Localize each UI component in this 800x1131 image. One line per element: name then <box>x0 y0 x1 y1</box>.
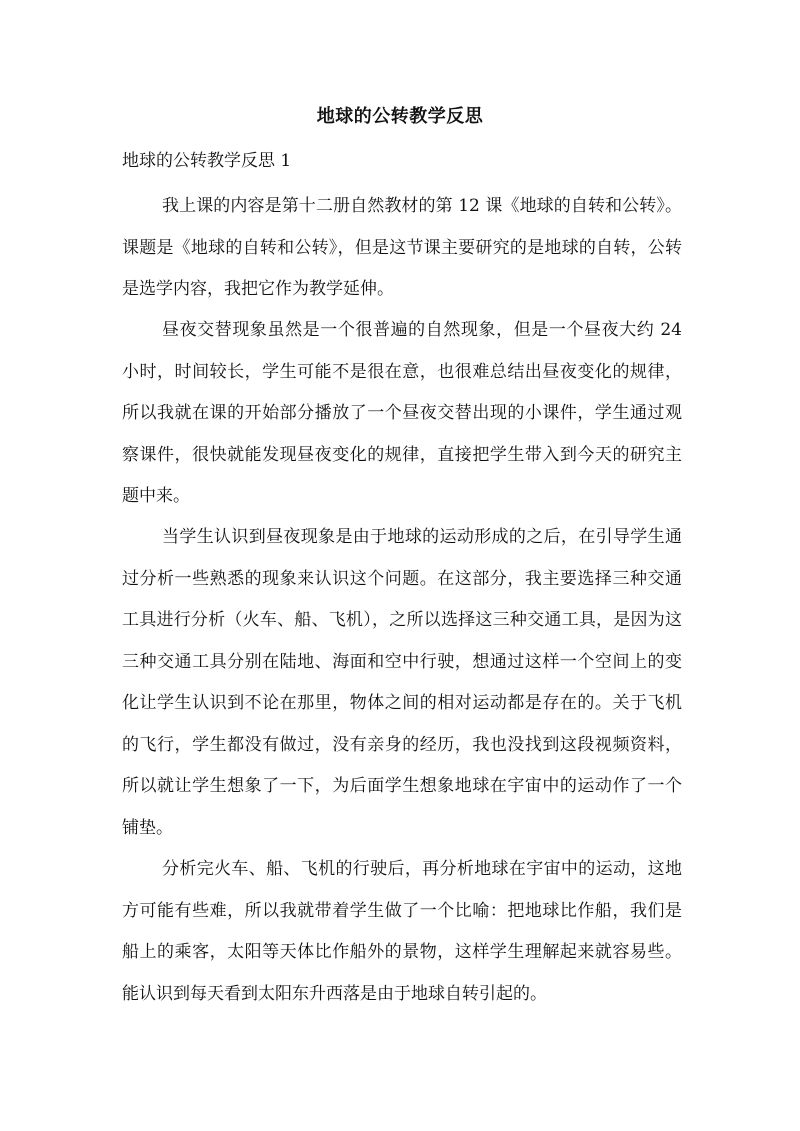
paragraph-4: 分析完火车、船、飞机的行驶后，再分析地球在宇宙中的运动，这地方可能有些难，所以我就带着学生做了一个比喻：把地球比作船，我们是船上的乘客，太阳等天体比作船外的景物，这样学生理解起来就容易些。能认识到每天看到太阳东升西落是由于地球自转引起的。 <box>122 859 682 1004</box>
document-title: 地球的公转教学反思 <box>316 106 484 127</box>
paragraph-3: 当学生认识到昼夜现象是由于地球的运动形成的之后，在引导学生通过分析一些熟悉的现象来认识这个问题。在这部分，我主要选择三种交通工具进行分析（火车、船、飞机），之所以选择这三种交通工具，是因为这三种交通工具分别在陆地、海面和空中行驶，想通过这样一个空间上的变化让学生认识到不论在那里，物体之间的相对运动都是存在的。关于飞机的飞行，学生都没有做过，没有亲身的经历，我也没找到这段视频资料，所以就让学生想象了一下，为后面学生想象地球在宇宙中的运动作了一个铺垫。 <box>122 527 682 838</box>
section-heading: 地球的公转教学反思 1 <box>122 151 292 171</box>
paragraph-1: 我上课的内容是第十二册自然教材的第 12 课《地球的自转和公转》。课题是《地球的自转和公转》，但是这节课主要研究的是地球的自转，公转是选学内容，我把它作为教学延伸。 <box>122 196 682 299</box>
paragraph-2: 昼夜交替现象虽然是一个很普遍的自然现象，但是一个昼夜大约 24 小时，时间较长，学生可能不是很在意，也很难总结出昼夜变化的规律，所以我就在课的开始部分播放了一个昼夜交替出现的小课件，学生通过观察课件，很快就能发现昼夜变化的规律，直接把学生带入到今天的研究主题中来。 <box>122 320 682 506</box>
